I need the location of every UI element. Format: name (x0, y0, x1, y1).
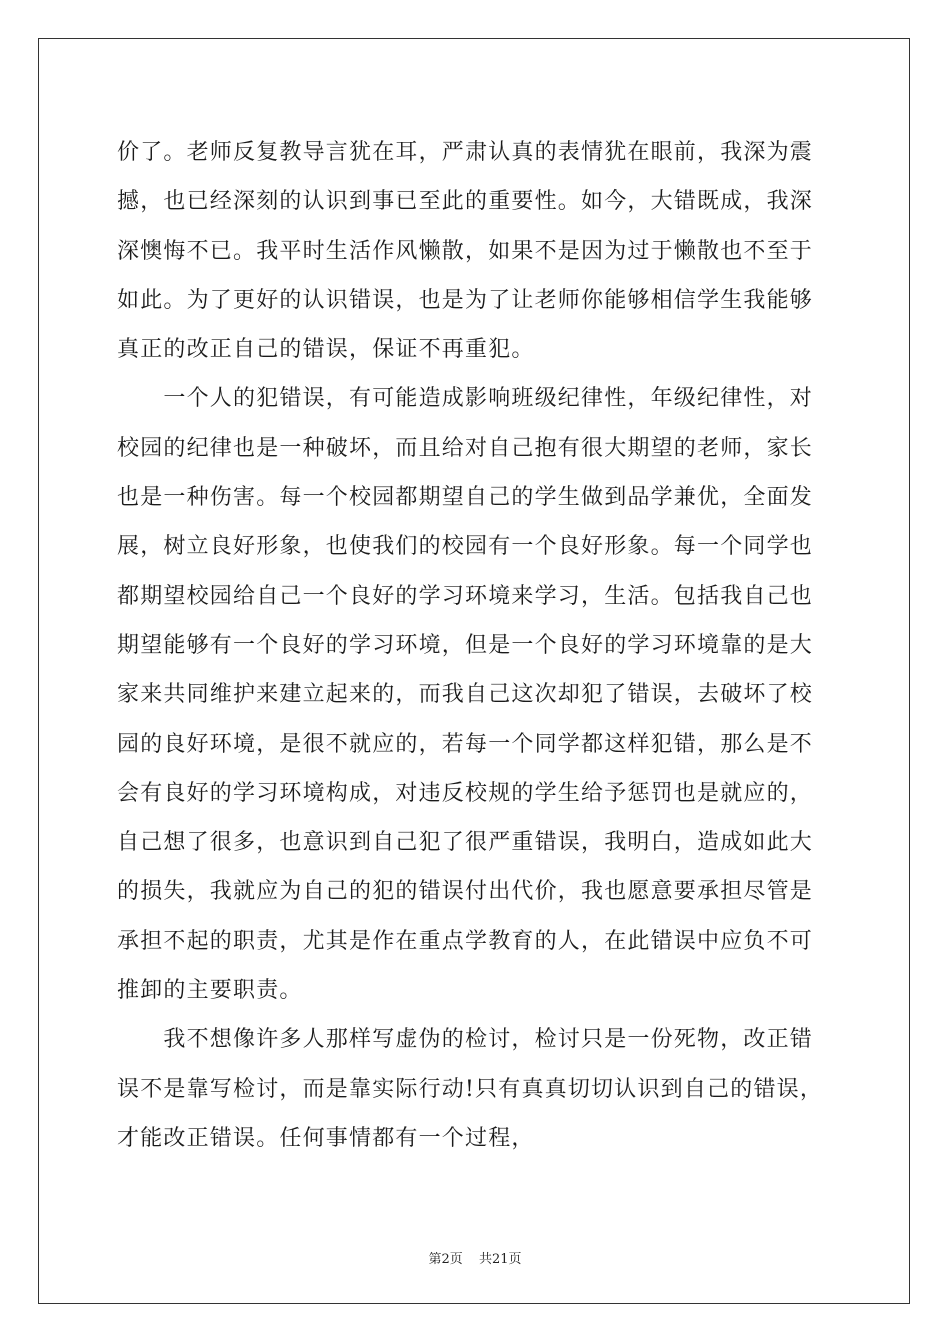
text-line: 深懊悔不已。我平时生活作风懒散，如果不是因为过于懒散也不至于 (117, 238, 814, 264)
page-footer (0, 1248, 950, 1267)
text-line: 都期望校园给自己一个良好的学习环境来学习，生活。包括我自己也 (117, 583, 814, 609)
text-line: 如此。为了更好的认识错误，也是为了让老师你能够相信学生我能够 (117, 287, 814, 313)
text-line: 期望能够有一个良好的学习环境，但是一个良好的学习环境靠的是大 (117, 632, 814, 658)
text-line: 真正的改正自己的错误，保证不再重犯。 (117, 337, 535, 363)
page-total: 共21页 (478, 1252, 522, 1267)
text-line: 撼，也已经深刻的认识到事已至此的重要性。如今，大错既成，我深 (117, 189, 814, 215)
text-line: 误不是靠写检讨，而是靠实际行动!只有真真切切认识到自己的错误， (117, 1076, 824, 1102)
text-line: 推卸的主要职责。 (117, 978, 303, 1004)
text-line: 家来共同维护来建立起来的，而我自己这次却犯了错误，去破坏了校 (117, 682, 814, 708)
text-line: 校园的纪律也是一种破坏，而且给对自己抱有很大期望的老师，家长 (117, 435, 814, 461)
text-line: 自己想了很多，也意识到自己犯了很严重错误，我明白，造成如此大 (117, 830, 814, 856)
text-line: 我不想像许多人那样写虚伪的检讨，检讨只是一份死物，改正错 (117, 1027, 814, 1053)
text-line: 园的良好环境，是很不就应的，若每一个同学都这样犯错，那么是不 (117, 731, 814, 757)
page-number: 第2页 (428, 1252, 463, 1267)
text-line: 展，树立良好形象，也使我们的校园有一个良好形象。每一个同学也 (117, 534, 814, 560)
text-line: 价了。老师反复教导言犹在耳，严肃认真的表情犹在眼前，我深为震 (117, 140, 814, 165)
text-line: 的损失，我就应为自己的犯的错误付出代价，我也愿意要承担尽管是 (117, 879, 814, 905)
text-line: 会有良好的学习环境构成，对违反校规的学生给予惩罚也是就应的， (117, 780, 814, 806)
document-body (117, 128, 837, 1163)
text-line: 一个人的犯错误，有可能造成影响班级纪律性，年级纪律性，对 (117, 386, 814, 412)
text-line: 也是一种伤害。每一个校园都期望自己的学生做到品学兼优，全面发 (117, 485, 814, 511)
text-line: 承担不起的职责，尤其是作在重点学教育的人，在此错误中应负不可 (117, 928, 814, 954)
text-line: 才能改正错误。任何事情都有一个过程， (117, 1125, 535, 1151)
